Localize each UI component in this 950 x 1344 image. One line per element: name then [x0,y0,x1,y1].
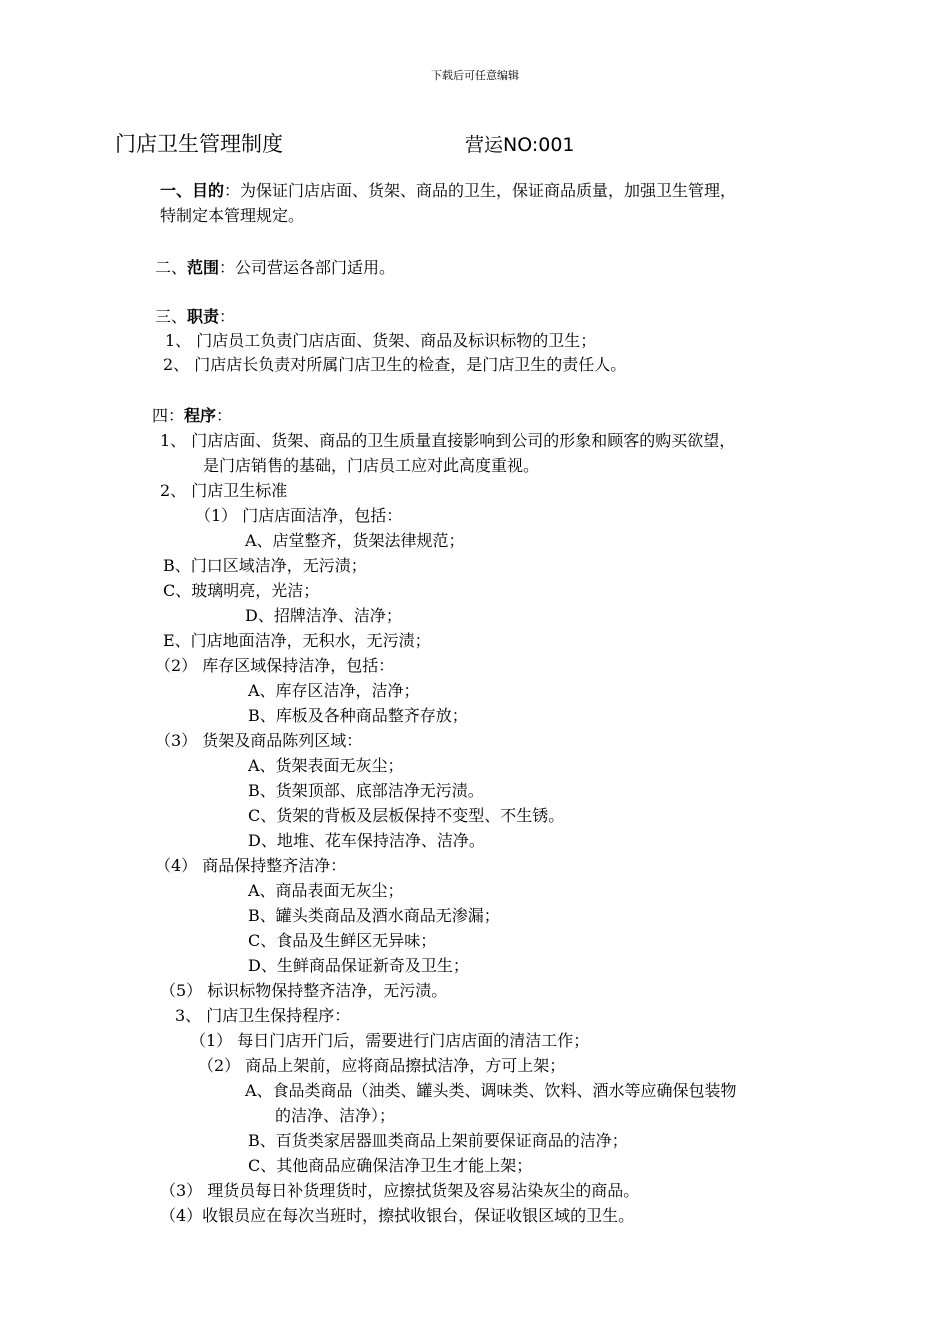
purpose-label: 一、目的 [160,181,225,200]
procedure-subitem: （3） 理货员每日补货理货时，应擦拭货架及容易沾染灰尘的商品。 [160,1181,640,1200]
scope-line [155,257,395,279]
procedure-detail: B、罐头类商品及酒水商品无渗漏； [248,906,500,925]
procedure-colon: ： [216,406,233,425]
purpose-line-2: 特制定本管理规定。 [160,206,305,225]
procedure-detail: C、食品及生鲜区无异味； [248,931,437,950]
procedure-detail: A、商品表面无灰尘； [248,881,404,900]
duty-colon: ： [219,307,236,326]
procedure-detail: B、货架顶部、底部洁净无污渍。 [248,781,484,800]
header-note: 下载后可任意编辑 [431,69,519,82]
purpose-line-1 [160,180,736,202]
procedure-detail: A、食品类商品（油类、罐头类、调味类、饮料、酒水等应确保包装物 [245,1081,737,1100]
procedure-subitem: （3） 货架及商品陈列区域： [155,731,363,750]
procedure-subitem: （2） 库存区域保持洁净，包括： [155,656,395,675]
procedure-detail: E、门店地面洁净，无积水，无污渍； [163,631,431,650]
procedure-detail: A、货架表面无灰尘； [248,756,404,775]
procedure-number: 四： [152,406,185,425]
procedure-item: 3、 门店卫生保持程序： [175,1006,351,1025]
procedure-subitem: （2） 商品上架前，应将商品擦拭洁净，方可上架； [198,1056,566,1075]
procedure-detail: B、门口区域洁净，无污渍； [163,556,367,575]
document-number: 营运NO:001 [465,134,575,156]
procedure-detail: B、百货类家居器皿类商品上架前要保证商品的洁净； [248,1131,628,1150]
scope-text: ：公司营运各部门适用。 [219,258,396,277]
procedure-item: 是门店销售的基础，门店员工应对此高度重视。 [203,456,540,475]
procedure-item: 2、 门店卫生标准 [160,481,288,500]
procedure-detail: D、地堆、花车保持洁净、洁净。 [248,831,485,850]
procedure-subitem: （4）收银员应在每次当班时，擦拭收银台，保证收银区域的卫生。 [160,1206,635,1225]
procedure-detail: D、招牌洁净、洁净； [245,606,402,625]
procedure-subitem: （1） 每日门店开门后，需要进行门店店面的清洁工作； [190,1031,590,1050]
duty-heading [155,306,235,328]
procedure-detail: 的洁净、洁净）； [275,1106,396,1125]
procedure-heading [152,405,232,427]
duty-number: 三、 [155,307,188,326]
scope-label: 范围 [187,258,220,277]
procedure-item: 1、 门店店面、货架、商品的卫生质量直接影响到公司的形象和顾客的购买欲望， [160,431,736,450]
duty-label: 职责 [187,307,220,326]
duty-item: 2、 门店店长负责对所属门店卫生的检查，是门店卫生的责任人。 [163,355,627,374]
procedure-detail: B、库板及各种商品整齐存放； [248,706,468,725]
procedure-detail: A、库存区洁净，洁净； [248,681,420,700]
procedure-detail: A、店堂整齐，货架法律规范； [245,531,465,550]
procedure-detail: C、货架的背板及层板保持不变型、不生锈。 [248,806,565,825]
procedure-detail: D、生鲜商品保证新奇及卫生； [248,956,469,975]
procedure-subitem: （4） 商品保持整齐洁净： [155,856,347,875]
procedure-detail: C、玻璃明亮，光洁； [163,581,320,600]
procedure-label: 程序 [184,406,217,425]
procedure-subitem: （1） 门店店面洁净，包括： [195,506,403,525]
document-title: 门店卫生管理制度 [115,132,283,156]
procedure-subitem: （5） 标识标物保持整齐洁净，无污渍。 [160,981,448,1000]
purpose-text: ：为保证门店店面、货架、商品的卫生，保证商品质量，加强卫生管理， [224,181,737,200]
scope-number: 二、 [155,258,188,277]
procedure-detail: C、其他商品应确保洁净卫生才能上架； [248,1156,533,1175]
duty-item: 1、 门店员工负责门店店面、货架、商品及标识标物的卫生； [165,331,597,350]
